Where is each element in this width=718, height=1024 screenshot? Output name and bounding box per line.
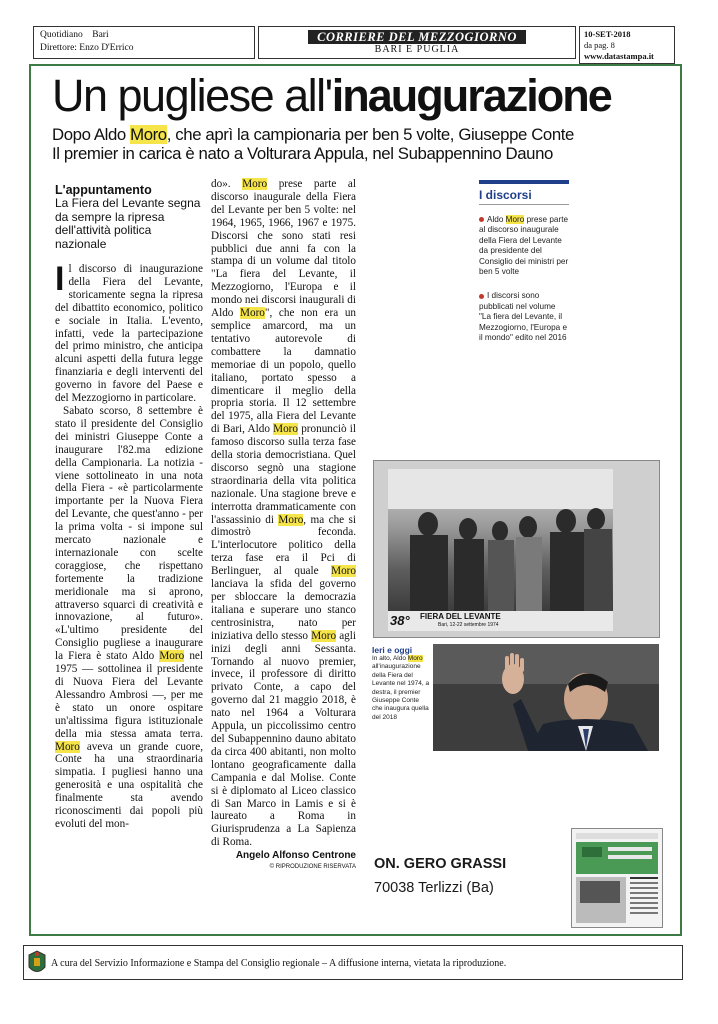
highlight: Moro <box>242 178 268 190</box>
highlight: Moro <box>278 513 304 526</box>
sidebar-title: I discorsi <box>479 180 569 205</box>
highlight: Moro <box>55 740 80 753</box>
header-right-box <box>579 26 675 64</box>
people-silhouettes-icon <box>388 469 613 613</box>
footer <box>23 945 683 980</box>
fair-dates: Bari, 12-22 settembre 1974 <box>438 622 499 628</box>
subtitle-line-2: Il premier in carica è nato a Volturara Appula, nel Subappennino Dauno <box>52 144 553 163</box>
page-ref: da pag. 8 <box>584 40 615 50</box>
director: Direttore: Enzo D'Errico <box>40 43 134 53</box>
highlight: Moro <box>130 125 167 144</box>
highlight: Moro <box>273 423 298 436</box>
pub-city: Bari <box>92 30 109 40</box>
stamp-address: 70038 Terlizzi (Ba) <box>374 880 494 896</box>
photo-conte-2018 <box>433 644 659 751</box>
bullet-icon <box>479 294 484 299</box>
site: www.datastampa.it <box>584 51 654 61</box>
sidebar-item-2: I discorsi sono pubblicati nel volume "La fiera del Levante, il Mezzogiorno, l'Europa e il mondo" edito nel 2016 <box>479 291 568 343</box>
newspaper-thumbnail-icon <box>572 829 662 927</box>
author: Angelo Alfonso Centrone <box>235 850 356 862</box>
fair-name: FIERA DEL LEVANTE <box>420 612 501 621</box>
kicker <box>55 183 205 251</box>
pub-type: Quotidiano <box>40 30 83 40</box>
article-column-1: Il discorso di inaugurazione della Fiera del Levante, storicamente segna la ripresa del dibattito economico, politico e sociale in Italia. L'evento, infatti, vede la partecipazione del primo ministro, che anticipa alcuni aspetti della futura legge finanziaria e degli interventi del governo in favore del Paese e del Mezzogiorno in particolare. Sabato scorso, 8 settembre è stato il presidente del Consiglio dei ministri Giuseppe Conte a inaugurare l'82.ma edizione della Campionaria. La notizia - viene sottolineato in una nota della Fiera - «è particolarmente importante per la Nuova Fiera del Levante, che quest'anno - per la prima volta - si impone sul mercato nazionale e internazionale con scelte coraggiose, che rispettano fortemente la tradizione meridionale ma si aprono, attraverso squarci di creatività e innovazione, al futuro». «L'ultimo presidente del Consiglio pugliese a inaugurare la Fiera è stato Aldo Moro nel 1975 — sottolinea il presidente di Nuova Fiera del Levante Alessandro Ambrosi —, per me è stato un onore ospitare un'altissima figura istituzionale della mia stessa amata terra. Moro aveva un grande cuore, Conte ha una straordinaria simpatia. I pugliesi hanno una generosità e una ospitalità che finalmente sta avendo riconoscimenti dai popoli più evoluti del mon- <box>55 260 203 830</box>
photo-image <box>388 469 613 613</box>
kicker-label: L'appuntamento <box>55 183 152 197</box>
masthead: CORRIERE DEL MEZZOGIORNO <box>308 30 526 44</box>
sidebar-item-1: Aldo Moro prese parte al discorso inaugurale della Fiera del Levante da presidente del Consiglio dei ministri per ben 5 volte <box>479 215 569 277</box>
kicker-text: La Fiera del Levante segna da sempre la ripresa dell'attività politica nazionale <box>55 196 201 251</box>
highlight: Moro <box>159 650 185 663</box>
drop-cap: I <box>55 260 65 298</box>
page-thumbnail <box>571 828 663 928</box>
headline-light: Un pugliese all' <box>52 70 332 121</box>
highlight: Moro <box>407 655 423 662</box>
regional-coat-of-arms-icon <box>27 949 47 977</box>
highlight: Moro <box>331 565 356 578</box>
article-column-2: do». Moro prese parte al discorso inaugurale della Fiera del Levante per ben 5 volte: nel 1964, 1965, 1966, 1967 e 1975. Discorsi che sono stati resi pubblici due anni fa con la stampa di un volume dal titolo "La fiera del Levante, il Mezzogiorno, l'Europa e il mondo nei discorsi inaugurali di Aldo Moro", che non era un semplice amarcord, ma un tentativo autorevole di combattere la damnatio memoriae di un popolo, quello italiano, portato spesso a dimenticare il meglio della propria storia. Il 12 settembre del 1975, alla Fiera del Levante di Bari, Aldo Moro pronunciò il famoso discorso sulla terza fase della storia democristiana. Quel discorso segnò una stagione straordinaria della vita politica nazionale. Una stagione breve e interrotta drammaticamente con l'assassinio di Moro, ma che si dimostrò feconda. L'interlocutore politico della terza fase era il Pci di Berlinguer, al quale Moro lanciava la sfida del governo per sbloccare la democrazia italiana e superare uno stanco centrosinistra, nato per iniziativa dello stesso Moro agli inizi degli anni Sessanta. Tornando al nuovo premier, invece, il professore di diritto privato Conte, a capo del governo dal 21 maggio 2018, è nato nel 1964 a Volturara Appula, un piccolissimo centro del Subappennino dauno abitato da circa 400 abitanti, non molto lontano geograficamente dalla Campania e dal Molise. Conte si è diplomato al Liceo classico di San Marco in Lamis e si è laureato a Roma in Giurisprudenza a La Sapienza di Roma. Angelo Alfonso Centrone © RIPRODUZIONE RISERVATA <box>211 178 357 871</box>
caption-title: Ieri e oggi <box>372 645 413 655</box>
edition-number: 38° <box>390 613 410 628</box>
photo-caption: Ieri e oggi In alto, Aldo Moro all'inaugurazione della Fiera del Levante nel 1974, a destra, il premier Giuseppe Conte che inaugura quella del 2018 <box>372 645 430 721</box>
bullet-icon <box>479 217 484 222</box>
masthead-sub: BARI E PUGLIA <box>374 44 460 55</box>
headline-bold: inaugurazione <box>331 70 611 121</box>
highlight: Moro <box>505 215 525 224</box>
subtitle: Dopo Aldo Moro, che aprì la campionaria per ben 5 volte, Giuseppe Conte Il premier in carica è nato a Volturara Appula, nel Subappennino Dauno <box>52 125 677 163</box>
stamp-name: ON. GERO GRASSI <box>374 856 507 872</box>
photo-caption-strip <box>388 611 613 631</box>
date: 10-SET-2018 <box>584 29 631 39</box>
header-left-box <box>33 26 255 59</box>
masthead-box <box>258 26 576 59</box>
highlight: Moro <box>240 307 265 320</box>
rights-notice: © RIPRODUZIONE RISERVATA <box>269 864 356 871</box>
highlight: Moro <box>311 629 337 642</box>
address-stamp <box>374 852 506 900</box>
photo-moro-1974 <box>373 460 660 638</box>
headline <box>52 70 672 122</box>
sidebar <box>479 180 569 343</box>
conte-waving-icon <box>433 644 659 751</box>
footer-text: A cura del Servizio Informazione e Stampa del Consiglio regionale – A diffusione interna, vietata la riproduzione. <box>51 958 507 969</box>
